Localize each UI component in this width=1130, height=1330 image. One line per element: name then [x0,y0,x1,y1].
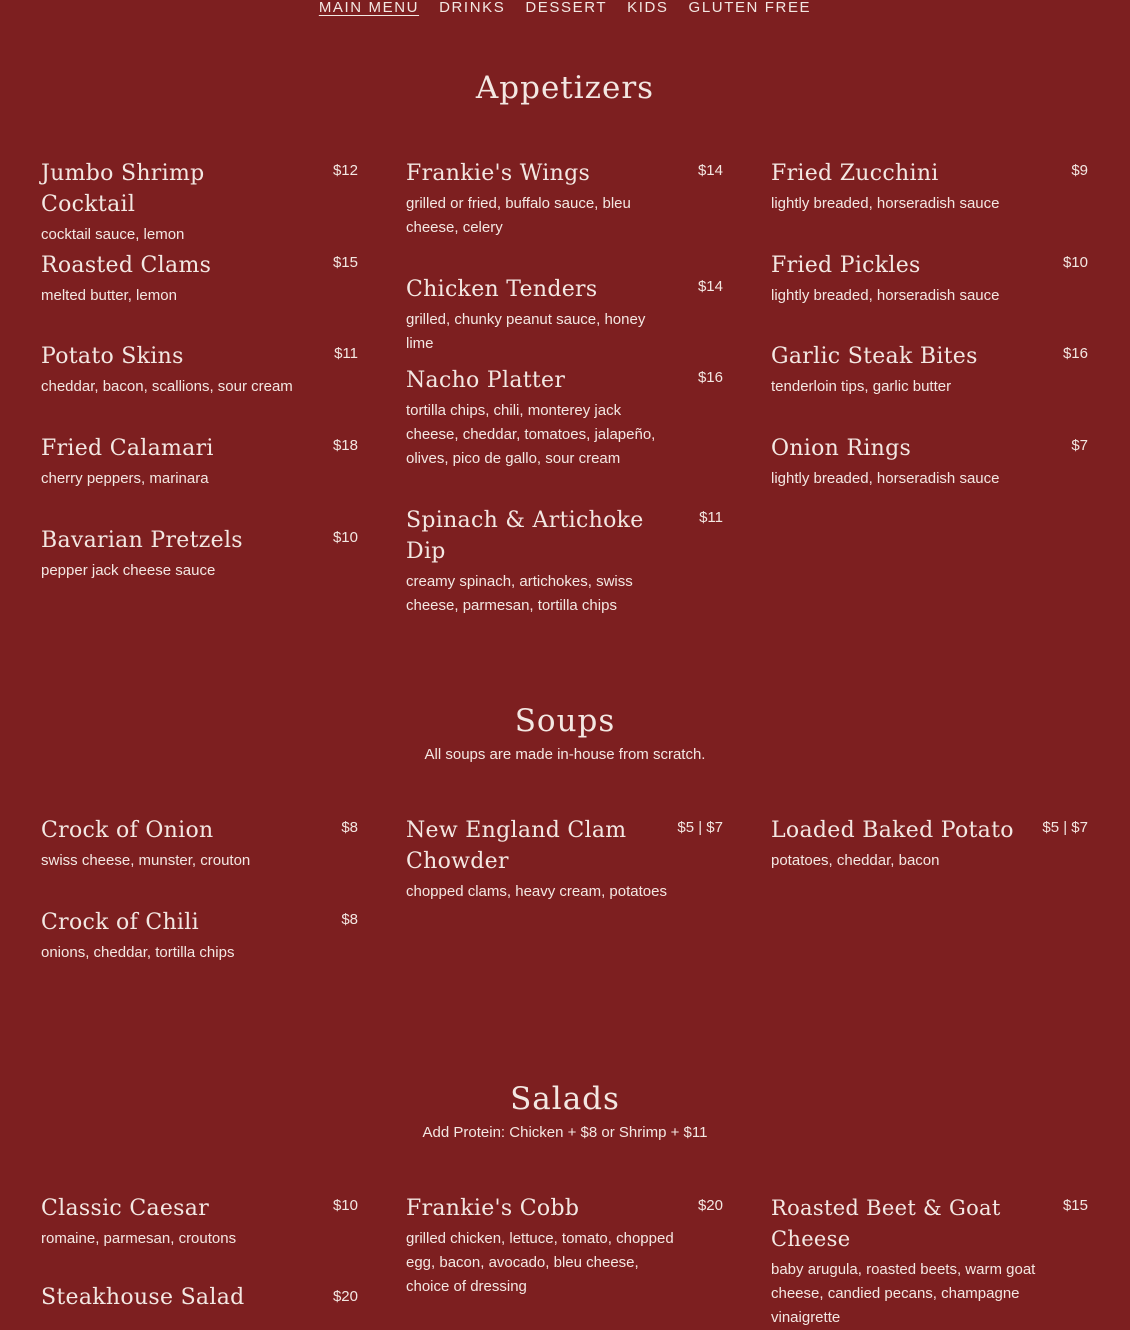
menu-item [41,250,358,308]
item-name: Bavarian Pretzels [41,528,243,553]
menu-item [41,341,358,399]
item-description: tenderloin tips, garlic butter [771,378,952,395]
menu-item [406,1193,723,1299]
item-name: Frankie's Cobb [406,1196,580,1221]
menu-item [406,274,723,356]
item-name: Chicken Tenders [406,277,598,302]
item-name: Fried Calamari [41,436,214,461]
item-name: Loaded Baked Potato [771,818,1014,843]
item-description: tortilla chips, chili, monterey jack cheese, cheddar, tomatoes, jalapeño, olives, pico de gallo, sour cream [406,402,656,467]
soups-title: Soups [514,703,616,739]
item-description: baby arugula, roasted beets, warm goat cheese, candied pecans, champagne vinaigrette [771,1261,1036,1326]
item-name: Crock of Chili [41,910,199,935]
item-name: Roasted Beet & Goat Cheese [771,1196,1001,1251]
item-price: $20 [332,1288,358,1305]
menu-item [41,525,358,583]
item-price: $10 [1062,254,1088,271]
item-price: $7 [1071,437,1088,454]
item-price: $11 [334,345,358,362]
nav-gluten-free[interactable]: GLUTEN FREE [688,0,812,16]
item-price: $5 | $7 [677,819,723,836]
item-price: $9 [1071,162,1088,179]
item-description: creamy spinach, artichokes, swiss cheese, parmesan, tortilla chips [406,573,633,614]
menu-item [406,158,723,240]
menu-item [406,365,723,471]
nav-dessert[interactable]: DESSERT [525,0,608,16]
menu-item [771,250,1088,308]
item-description: onions, cheddar, tortilla chips [41,944,235,961]
salads-title: Salads [510,1081,620,1117]
nav-drinks[interactable]: DRINKS [439,0,506,16]
item-name: Onion Rings [771,436,912,461]
item-description: pepper jack cheese sauce [41,562,216,579]
item-description: cheddar, bacon, scallions, sour cream [41,378,293,395]
appetizers-title: Appetizers [475,70,655,106]
menu-item [771,433,1088,491]
item-name: Fried Pickles [771,253,921,278]
menu-item [771,158,1088,216]
menu-item [41,158,358,247]
item-price: $12 [332,162,358,179]
item-name: Spinach & Artichoke Dip [406,508,644,564]
item-price: $16 [1062,345,1088,362]
menu-item [41,1193,358,1251]
item-name: Crock of Onion [41,818,214,843]
menu-nav [0,0,1130,20]
item-price: $11 [699,509,723,526]
item-name: New England Clam Chowder [406,818,627,874]
menu-item [771,341,1088,399]
item-description: chopped clams, heavy cream, potatoes [406,883,667,900]
item-price: $15 [332,254,358,271]
item-description: romaine, parmesan, croutons [41,1230,237,1247]
item-description: cherry peppers, marinara [41,470,209,487]
item-price: $14 [697,278,723,295]
item-price: $18 [332,437,358,454]
item-price: $15 [1062,1197,1088,1214]
nav-main-menu[interactable]: MAIN MENU [318,0,420,16]
menu-item [41,1282,358,1313]
item-name: Frankie's Wings [406,161,591,186]
item-name: Garlic Steak Bites [771,344,978,369]
item-price: $8 [341,911,358,928]
item-name: Fried Zucchini [771,161,939,186]
item-name: Steakhouse Salad [41,1285,245,1310]
item-price: $20 [697,1197,723,1214]
item-name: Nacho Platter [406,368,566,393]
item-price: $8 [341,819,358,836]
item-description: lightly breaded, horseradish sauce [771,287,1000,304]
menu-item [771,815,1088,873]
menu-item [406,505,723,618]
item-price: $10 [332,1197,358,1214]
item-name: Classic Caesar [41,1196,210,1221]
item-price: $16 [697,369,723,386]
menu-item [771,1193,1088,1330]
item-description: potatoes, cheddar, bacon [771,852,940,869]
item-description: grilled chicken, lettuce, tomato, chopped egg, bacon, avocado, bleu cheese, choice of dressing [406,1230,674,1295]
item-description: swiss cheese, munster, crouton [41,852,251,869]
item-description: grilled, chunky peanut sauce, honey lime [406,311,646,352]
menu-item [41,907,358,965]
soups-subtitle: All soups are made in-house from scratch. [424,746,706,763]
item-description: grilled or fried, buffalo sauce, bleu cheese, celery [406,195,631,236]
item-description: cocktail sauce, lemon [41,226,185,243]
item-price: $10 [332,529,358,546]
item-name: Jumbo Shrimp Cocktail [41,161,205,217]
item-description: lightly breaded, horseradish sauce [771,195,1000,212]
item-description: lightly breaded, horseradish sauce [771,470,1000,487]
menu-item [41,815,358,873]
menu-item [41,433,358,491]
item-description: melted butter, lemon [41,287,177,304]
salads-subtitle: Add Protein: Chicken + $8 or Shrimp + $11 [422,1124,708,1141]
item-price: $14 [697,162,723,179]
item-name: Potato Skins [41,344,184,369]
item-price: $5 | $7 [1042,819,1088,836]
menu-item [406,815,723,904]
nav-kids[interactable]: KIDS [627,0,669,16]
item-name: Roasted Clams [41,253,212,278]
